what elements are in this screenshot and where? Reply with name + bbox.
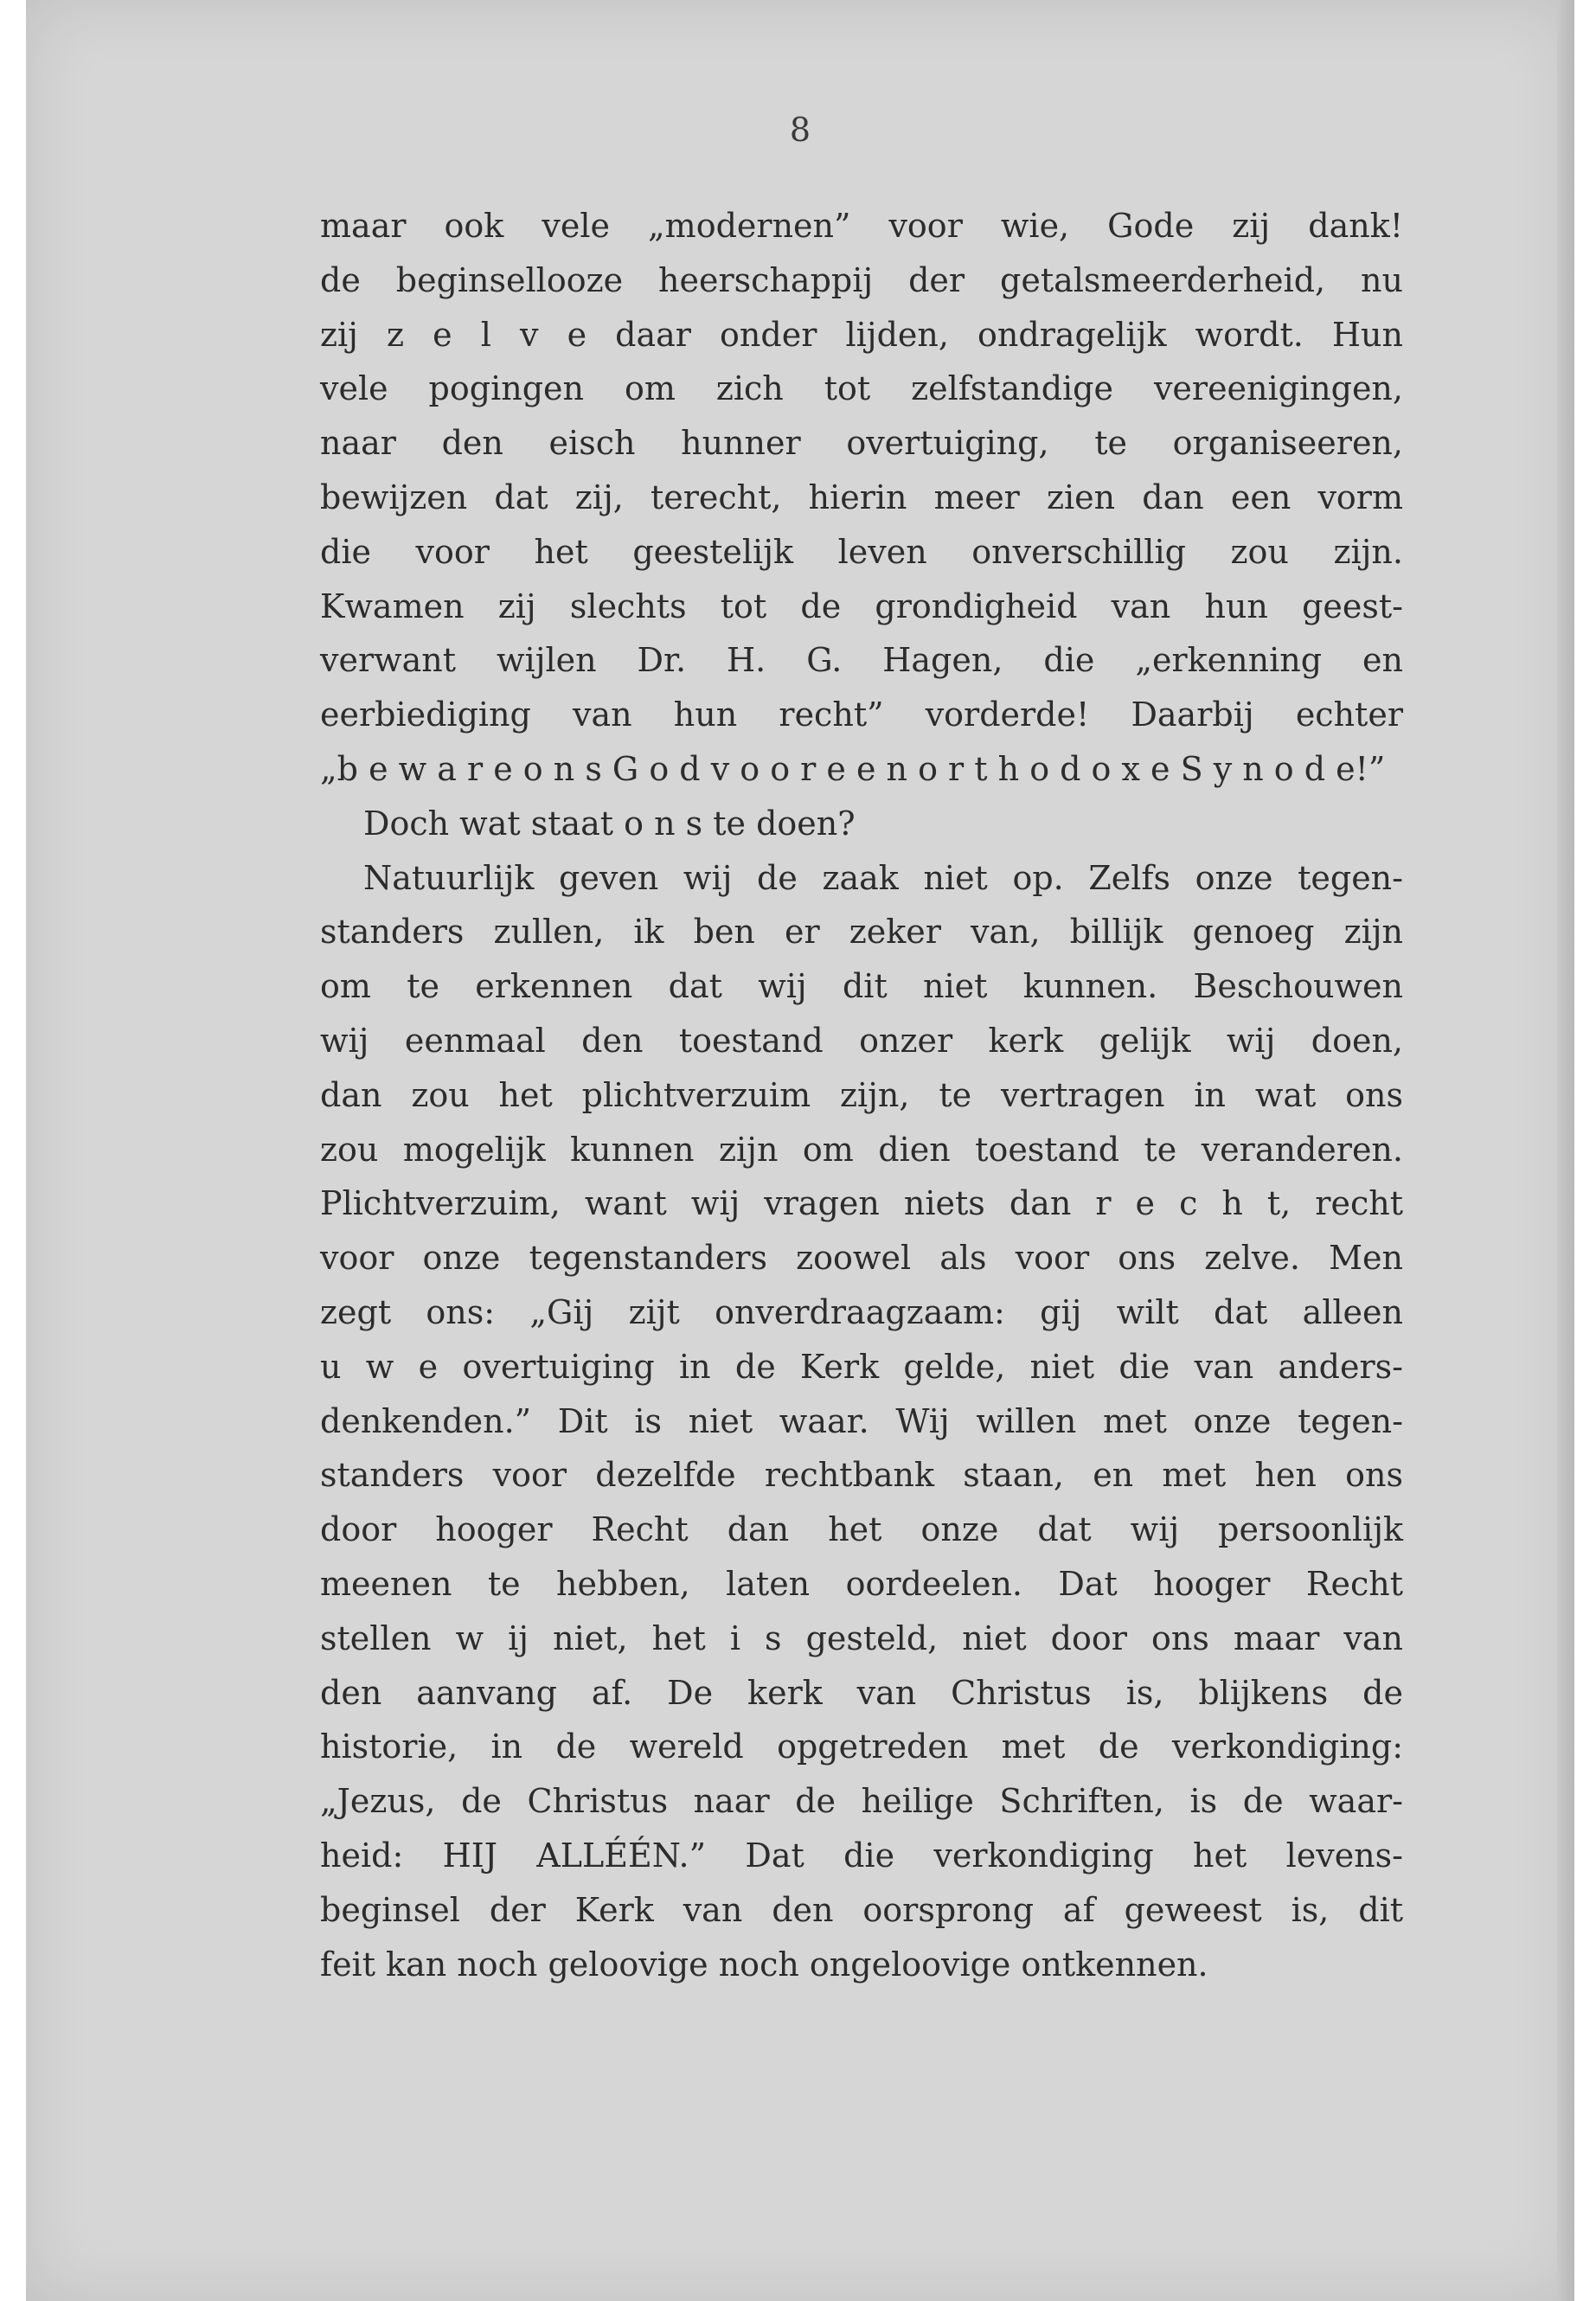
text-line: zij z e l v e daar onder lijden, ondragelijk wordt. Hun [320, 315, 1403, 354]
page-number: 8 [789, 111, 811, 149]
text-line: Kwamen zij slechts tot de grondigheid van hun geest- [320, 586, 1403, 625]
text-line: de beginsellooze heerschappij der getalsmeerderheid, nu [320, 260, 1403, 299]
text-line: vele pogingen om zich tot zelfstandige vereenigingen, [320, 369, 1403, 408]
text-line: eerbiediging van hun recht” vorderde! Daarbij echter [320, 695, 1403, 734]
text-line: Doch wat staat o n s te doen? [363, 804, 856, 843]
text-line: stellen w ij niet, het i s gesteld, niet door ons maar van [320, 1618, 1403, 1657]
text-line: bewijzen dat zij, terecht, hierin meer zien dan een vorm [320, 478, 1403, 516]
text-line: beginsel der Kerk van den oorsprong af geweest is, dit [320, 1890, 1403, 1929]
text-line: meenen te hebben, laten oordeelen. Dat hooger Recht [320, 1564, 1403, 1603]
text-line: dan zou het plichtverzuim zijn, te vertragen in wat ons [320, 1075, 1403, 1114]
text-line: verwant wijlen Dr. H. G. Hagen, die „erkenning en [320, 641, 1403, 680]
text-line: „Jezus, de Christus naar de heilige Schriften, is de waar- [320, 1782, 1403, 1821]
text-line: die voor het geestelijk leven onverschillig zou zijn. [320, 532, 1403, 571]
text-line: wij eenmaal den toestand onzer kerk gelijk wij doen, [320, 1021, 1403, 1060]
body-text [320, 199, 1403, 1991]
text-line: denkenden.” Dit is niet waar. Wij willen met onze tegen- [320, 1401, 1403, 1440]
text-line: maar ook vele „modernen” voor wie, Gode zij dank! [320, 207, 1403, 245]
text-line: om te erkennen dat wij dit niet kunnen. Beschouwen [320, 967, 1403, 1006]
text-line: naar den eisch hunner overtuiging, te organiseeren, [320, 424, 1403, 463]
text-line: historie, in de wereld opgetreden met de verkondiging: [320, 1727, 1403, 1766]
text-line: door hooger Recht dan het onze dat wij persoonlijk [320, 1510, 1403, 1549]
text-line: standers voor dezelfde rechtbank staan, en met hen ons [320, 1456, 1403, 1495]
text-line: Natuurlijk geven wij de zaak niet op. Zelfs onze tegen- [363, 858, 1403, 897]
text-line: u w e overtuiging in de Kerk gelde, niet die van anders- [320, 1347, 1403, 1386]
page-edge [1557, 0, 1574, 2301]
text-line: heid: HIJ ALLÉÉN.” Dat die verkondiging het levens- [320, 1836, 1403, 1875]
text-line: zegt ons: „Gij zijt onverdraagzaam: gij wilt dat alleen [320, 1292, 1403, 1331]
text-line: Plichtverzuim, want wij vragen niets dan r e c h t, recht [320, 1184, 1403, 1223]
text-line: standers zullen, ik ben er zeker van, billijk genoeg zijn [320, 913, 1403, 952]
book-page [26, 0, 1574, 2301]
text-line: voor onze tegenstanders zoowel als voor ons zelve. Men [320, 1239, 1403, 1278]
text-line: feit kan noch geloovige noch ongeloovige ontkennen. [320, 1945, 1208, 1984]
text-line: zou mogelijk kunnen zijn om dien toestand te veranderen. [320, 1130, 1403, 1169]
text-line: den aanvang af. De kerk van Christus is, blijkens de [320, 1673, 1403, 1712]
text-line: „b e w a r e o n s G o d v o o r e e n o r t h o d o x e S y n o d e!” [320, 749, 1386, 788]
